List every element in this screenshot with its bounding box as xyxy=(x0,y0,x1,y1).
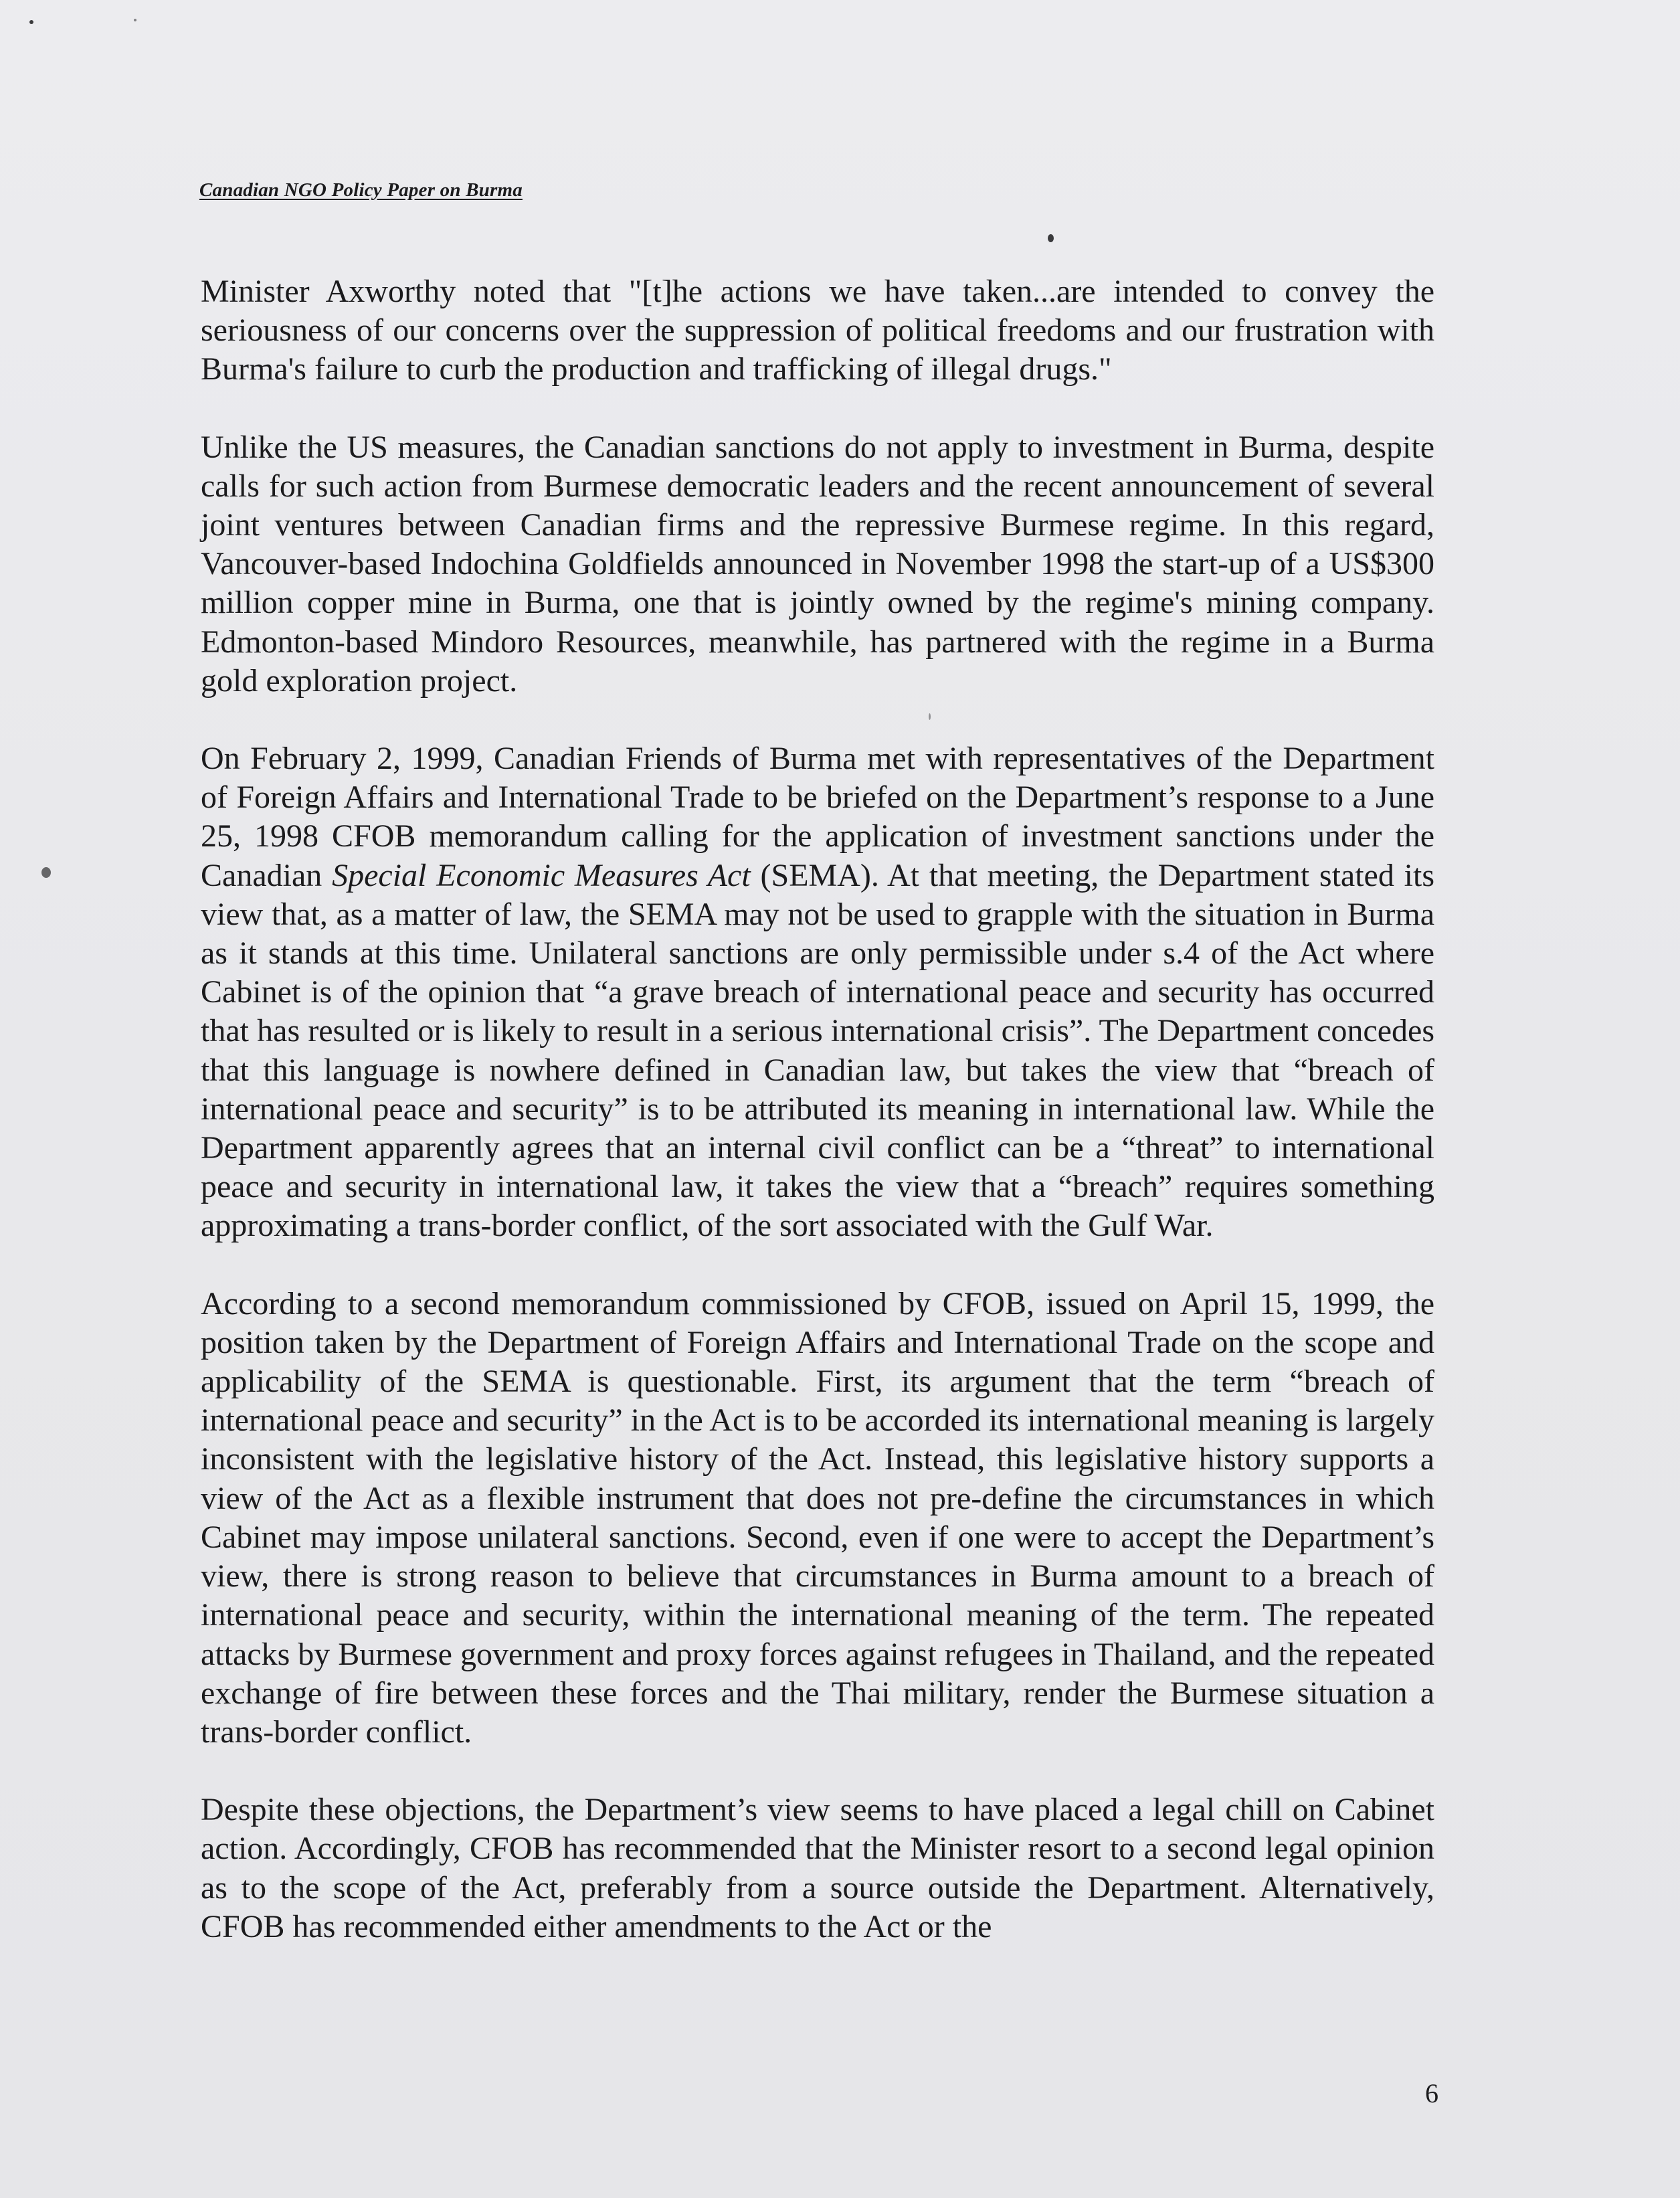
scan-speck xyxy=(1048,234,1054,242)
paragraph xyxy=(201,739,1434,1246)
scan-speck xyxy=(29,20,33,24)
paragraph-text: Unlike the US measures, the Canadian sanctions do not apply to investment in Burma, despite calls for such action from Burmese democratic leaders and the recent announcement of several joint ventures between Canadian firms and the repressive Burmese regime. In this regard, Vancouver-based Indochina Goldfields announced in November 1998 the start-up of a US$300 million copper mine in Burma, one that is jointly owned by the regime's mining company. Edmonton-based Mindoro Resources, meanwhile, has partnered with the regime in a Burma gold exploration project. xyxy=(201,429,1434,699)
scan-speck xyxy=(929,713,931,720)
scan-speck xyxy=(134,19,136,21)
running-header: Canadian NGO Policy Paper on Burma xyxy=(199,179,523,201)
paragraph xyxy=(201,272,1434,389)
paragraph-text: According to a second memorandum commissioned by CFOB, issued on April 15, 1999, the position taken by the Department of Foreign Affairs and International Trade on the scope and applicability of the SEMA is questionable. First, its argument that the term “breach of international peace and security” in the Act is to be accorded its international meaning is largely inconsistent with the legislative history of the Act. Instead, this legislative history supports a view of the Act as a flexible instrument that does not pre-define the circumstances in which Cabinet may impose unilateral sanctions. Second, even if one were to accept the Department’s view, there is strong reason to believe that circumstances in Burma amount to a breach of international peace and security, within the international meaning of the term. The repeated attacks by Burmese government and proxy forces against refugees in Thailand, and the repeated exchange of fire between these forces and the Thai military, render the Burmese situation a trans-border conflict. xyxy=(201,1285,1434,1750)
paragraph-text: On February 2, 1999, Canadian Friends of Burma met with representatives of the Department of Foreign Affairs and International Trade to be briefed on the Department’s response to a June 25, 1998 CFOB memorandum calling for the application of investment sanctions under the Canadian xyxy=(201,741,1434,893)
scan-speck xyxy=(41,867,51,878)
paragraph xyxy=(201,1791,1434,1946)
paragraph-text: Minister Axworthy noted that "[t]he actions we have taken...are intended to convey the seriousness of our concerns over the suppression of political freedoms and our frustration with Burma's failure to curb the production and trafficking of illegal drugs." xyxy=(201,274,1434,387)
paragraph-text: Despite these objections, the Department’s view seems to have placed a legal chill on Cabinet action. Accordingly, CFOB has recommended that the Minister resort to a second legal opinion as to the scope of the Act, preferably from a source outside the Department. Alternatively, CFOB has recommended either amendments to the Act or the xyxy=(201,1792,1434,1944)
document-body xyxy=(201,272,1434,1985)
page-number: 6 xyxy=(1425,2078,1438,2108)
italic-text: Special Economic Measures Act xyxy=(332,857,751,893)
paragraph-text: (SEMA). At that meeting, the Department stated its view that, as a matter of law, the SEMA may not be used to grapple with the situation in Burma as it stands at this time. Unilateral sanctions are only permissible under s.4 of the Act where Cabinet is of the opinion that “a grave breach of international peace and security has occurred that has resulted or is likely to result in a serious international crisis”. The Department concedes that this language is nowhere defined in Canadian law, but takes the view that “breach of international peace and security” is to be attributed its meaning in international law. While the Department apparently agrees that an internal civil conflict can be a “threat” to international peace and security in international law, it takes the view that a “breach” requires something approximating a trans-border conflict, of the sort associated with the Gulf War. xyxy=(201,857,1435,1244)
paragraph xyxy=(201,1285,1434,1752)
paragraph xyxy=(201,428,1434,701)
